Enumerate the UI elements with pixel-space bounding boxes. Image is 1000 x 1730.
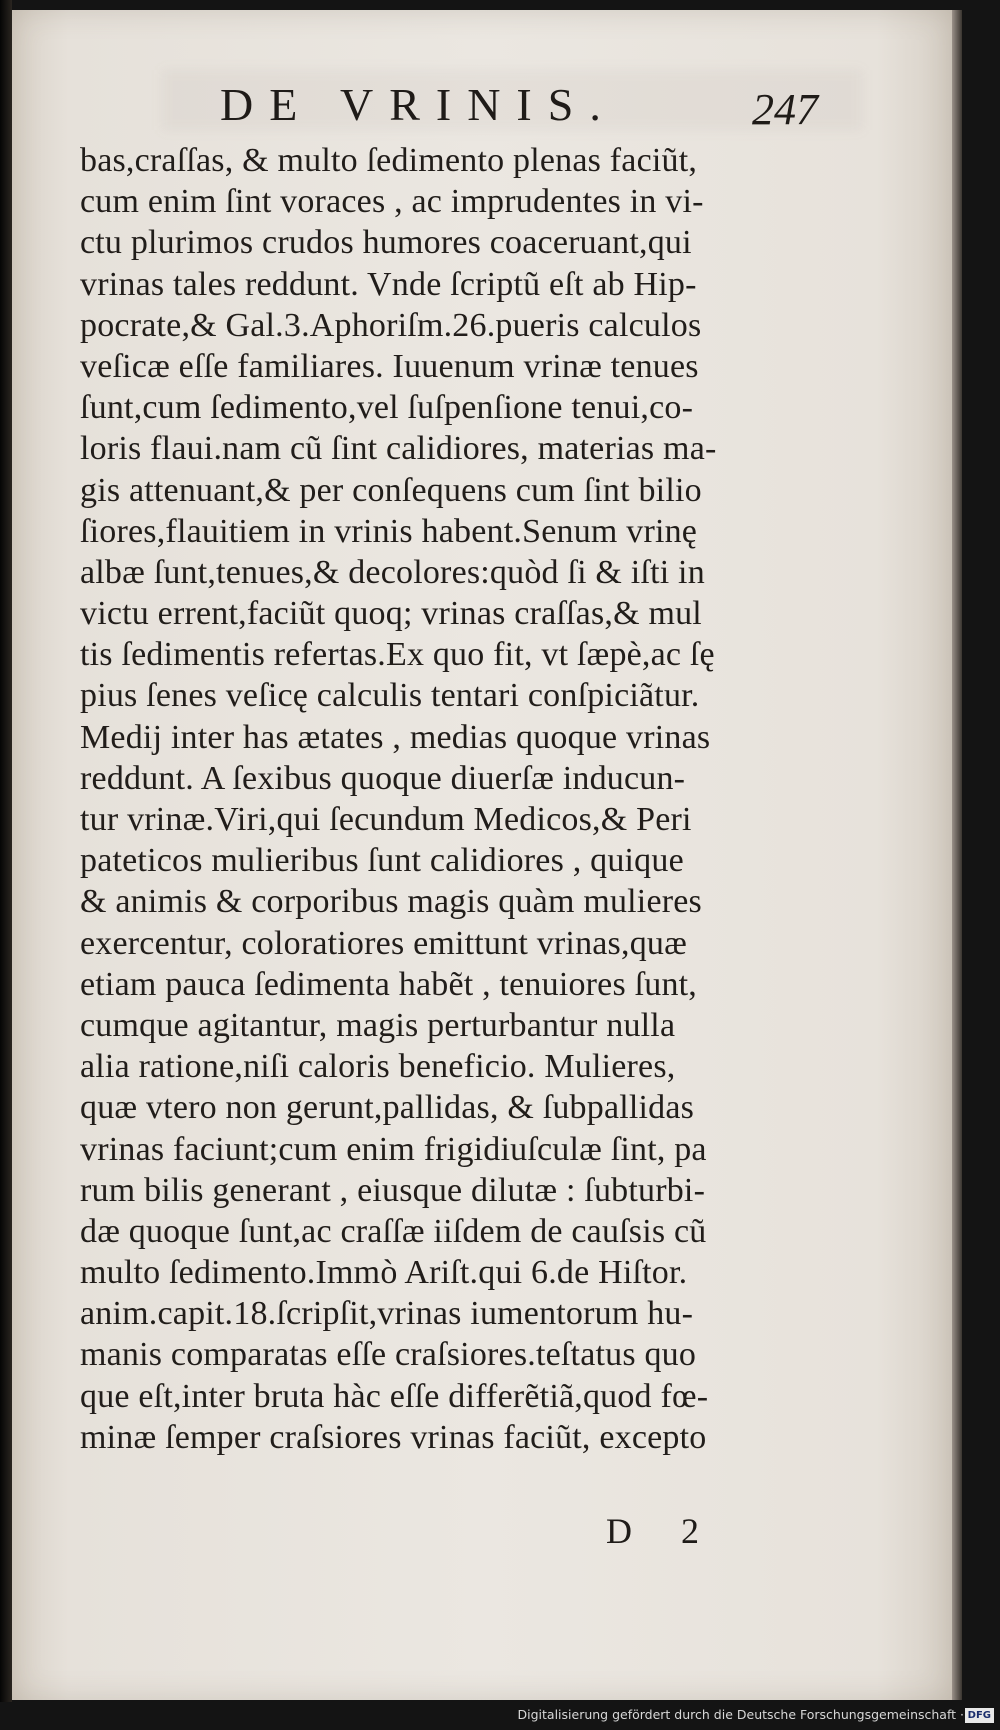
text-line: pius ſenes veſicę calculis tentari conſpiciãtur. [80,677,700,715]
text-line: dæ quoque ſunt,ac craſſæ iiſdem de cauſsis cũ [80,1212,707,1250]
text-line: alia ratione,niſi caloris beneficio. Mulieres, [80,1048,676,1086]
text-line: tur vrinæ.Viri,qui ſecundum Medicos,& Peri [80,801,692,838]
footer-bar [0,1702,1000,1730]
footer-credit: Digitalisierung gefördert durch die Deutsche Forschungsgemeinschaft · [517,1707,964,1722]
text-line: reddunt. A ſexibus quoque diuerſæ inducun- [80,759,686,797]
text-line: tis ſedimentis refertas.Ex quo fit, vt ſæpè,ac ſę [80,636,715,674]
text-line: Medij inter has ætates , medias quoque vrinas [80,718,711,756]
text-line: pocrate,& Gal.3.Aphoriſm.26.pueris calculos [80,306,702,344]
text-line: & animis & corporibus magis quàm mulieres [80,883,702,921]
dfg-logo: DFG [965,1708,994,1723]
text-line: exercentur, coloratiores emittunt vrinas,quæ [80,924,687,962]
text-line: multo ſedimento.Immò Ariſt.qui 6.de Hiſtor. [80,1254,688,1292]
text-line: anim.capit.18.ſcripſit,vrinas iumentorum hu- [80,1295,694,1333]
text-line: manis comparatas eſſe craſsiores.teſtatus quo [80,1336,697,1374]
running-head: DE VRINIS. [220,79,617,130]
body-text [80,140,820,1458]
binding-shadow [0,0,12,1730]
text-line: cumque agitantur, magis perturbantur nulla [80,1006,676,1044]
text-line: victu errent,faciũt quoq; vrinas craſſas,& mul [80,595,702,633]
text-line: albæ ſunt,tenues,& decolores:quòd ſi & iſti in [80,553,705,591]
text-line: pateticos mulieribus ſunt calidiores , quique [80,842,684,880]
text-line: etiam pauca ſedimenta habẽt , tenuiores ſunt, [80,965,697,1003]
text-line: que eſt,inter bruta hàc eſſe differẽtiã,quod fœ- [80,1377,709,1415]
signature-mark: D 2 [606,1511,719,1551]
text-line: minæ ſemper craſsiores vrinas faciũt, excepto [80,1418,707,1456]
text-line: bas,craſſas, & multo ſedimento plenas faciũt, [80,142,698,179]
text-line: rum bilis generant , eiusque dilutæ : ſubturbi- [80,1171,706,1209]
text-line: ctu plurimos crudos humores coaceruant,qui [80,224,692,262]
text-line: cum enim ſint voraces , ac imprudentes in vi- [80,183,704,221]
text-line: vrinas faciunt;cum enim frigidiuſculæ ſint, pa [80,1130,707,1168]
text-line: loris flaui.nam cũ ſint calidiores, materias ma- [80,430,717,468]
text-line: veſicæ eſſe familiares. Iuuenum vrinæ tenues [80,347,699,385]
text-line: gis attenuant,& per conſequens cum ſint bilio [80,471,702,509]
text-line: quæ vtero non gerunt,pallidas, & ſubpallidas [80,1089,695,1127]
text-line: ſiores,flauitiem in vrinis habent.Senum vrinę [80,512,698,550]
page-number: 247 [752,85,818,134]
text-line: vrinas tales reddunt. Vnde ſcriptũ eſt ab Hip- [80,265,697,303]
text-line: ſunt,cum ſedimento,vel ſuſpenſione tenui,co- [80,389,694,427]
page-edge [952,10,962,1700]
